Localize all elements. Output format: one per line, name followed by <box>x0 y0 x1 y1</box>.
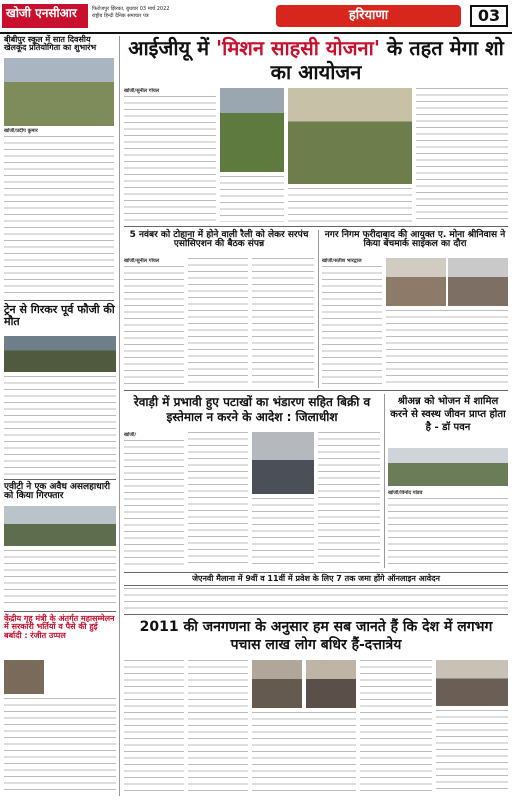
rewari-headline: रेवाड़ी में प्रभावी हुए पटाखों का भंडारण सहित बिक्री व इस्तेमाल न करने के आदेश : जिलाधीश <box>133 395 371 424</box>
census-body-col1 <box>124 660 184 794</box>
census-headline: 2011 की जनगणना के अनुसार हम सब जानते हैं कि देश में लगभग पचास लाख लोग बधिर हैं-दत्तात्रेय <box>139 619 493 653</box>
page-number: 03 <box>470 5 508 27</box>
tohana-body-col1 <box>124 266 184 386</box>
faridabad-byline: खोजी/सतीश भारद्वाज <box>322 258 362 264</box>
census-body-col2 <box>188 660 248 794</box>
rewari-body-col1 <box>124 440 184 566</box>
lead-headline <box>124 36 508 84</box>
divider <box>124 390 508 391</box>
faridabad-photo-2 <box>448 258 508 306</box>
sports-body-text <box>4 136 114 296</box>
dateline <box>92 6 169 20</box>
shriram-photo <box>388 448 508 486</box>
shriram-headline: श्रीअन्न को भोजन में शामिल करने से स्वस्थ जीवन प्राप्त होता है - डॉ पवन <box>390 396 506 433</box>
masthead <box>0 0 512 34</box>
section-tab: हरियाणा <box>276 5 461 27</box>
census-body-col4 <box>360 660 432 794</box>
aiti-headline: एवीटी ने एक अवैध असलहाधारी को किया गिरफ्तार <box>4 482 111 502</box>
train-headline: ट्रेन से गिरकर पूर्व फौजी की मौत <box>4 303 115 328</box>
kendriya-headline: केंद्रीय गृह मंत्री के अंतर्गत महासम्मेलन में सरकारी भर्तियों व पैसे की हुई बर्बादी : रंजीत उप्पल <box>4 614 115 640</box>
shriram-body-text <box>388 498 508 566</box>
jawahar-body-text <box>124 588 508 612</box>
rewari-byline: खोजी/ <box>124 432 137 438</box>
rewari-body-col4 <box>318 432 380 566</box>
kendriya-body-text <box>4 698 116 794</box>
rewari-body-col3 <box>252 498 314 566</box>
igu-photo-1 <box>220 88 284 172</box>
igu-byline: खोजी/सुनील गोयल <box>124 88 160 94</box>
igu-body-col4 <box>416 88 508 222</box>
igu-body-col1 <box>124 96 216 222</box>
divider <box>4 300 114 301</box>
igu-body-col2 <box>220 176 284 222</box>
column-rule <box>318 230 319 388</box>
faridabad-body-col1 <box>322 266 382 386</box>
dateline-date: फिरोजपुर झिरका, बुधवार 03 मार्च 2022 <box>92 6 170 12</box>
lead-headline-quote: 'मिशन साहसी योजना' <box>216 36 380 60</box>
census-body-col5 <box>436 710 508 794</box>
divider <box>124 614 508 615</box>
column-rule <box>119 36 120 796</box>
tohana-body-col3 <box>252 258 314 386</box>
train-photo <box>4 336 116 372</box>
faridabad-photo-1 <box>386 258 446 306</box>
tohana-byline: खोजी/सुनील गोयल <box>124 258 160 264</box>
faridabad-body-col2 <box>386 310 508 386</box>
logo-text: खोजी एनसीआर <box>6 6 77 20</box>
sports-headline: बीबीपुर स्कूल में सात दिवसीय खेलकूद प्रतियोगिता का शुभारंभ <box>4 35 97 53</box>
divider <box>124 226 508 227</box>
train-body-text <box>4 376 116 476</box>
divider <box>4 611 116 612</box>
aiti-photo <box>4 506 116 546</box>
census-body-col3 <box>252 712 356 794</box>
divider <box>4 479 116 480</box>
faridabad-headline: नगर निगम फरीदाबाद की आयुक्त ए. मोना श्रीनिवास ने किया बेंचमार्क साइकल का दौरा <box>324 230 506 250</box>
sports-photo <box>4 58 114 126</box>
dateline-tagline: राष्ट्रीय हिन्दी दैनिक समाचार पत्र <box>92 13 149 19</box>
lead-headline-part2: के तहत मेगा शो का आयोजन <box>270 36 504 84</box>
census-photo-1 <box>252 660 302 708</box>
jawahar-headline: जेएनवी मैलाना में 9वीं व 11वीं में प्रवेश के लिए 7 तक जमा होंगे ऑनलाइन आवेदन <box>124 572 508 586</box>
census-photo-3 <box>436 660 508 706</box>
tohana-body-col2 <box>188 258 248 386</box>
kendriya-photo <box>4 660 44 694</box>
census-photo-2 <box>306 660 356 708</box>
aiti-body-text <box>4 550 116 608</box>
igu-body-col3 <box>288 188 412 222</box>
rewari-photo <box>252 432 314 494</box>
shriram-byline: खोजी/विनोद पांडव <box>388 490 423 496</box>
lead-headline-part1: आईजीयू में <box>128 36 217 60</box>
sports-byline: खोजी/प्रदीप कुमार <box>4 128 38 134</box>
rewari-body-col2 <box>188 432 248 566</box>
newspaper-logo <box>2 4 88 28</box>
igu-photo-2 <box>288 88 412 184</box>
tohana-headline: 5 नवंबर को टोहाना में होने वाली रैली को लेकर सरपंच एसोसिएशन की बैठक संपन्न <box>129 230 309 250</box>
column-rule <box>384 394 385 568</box>
